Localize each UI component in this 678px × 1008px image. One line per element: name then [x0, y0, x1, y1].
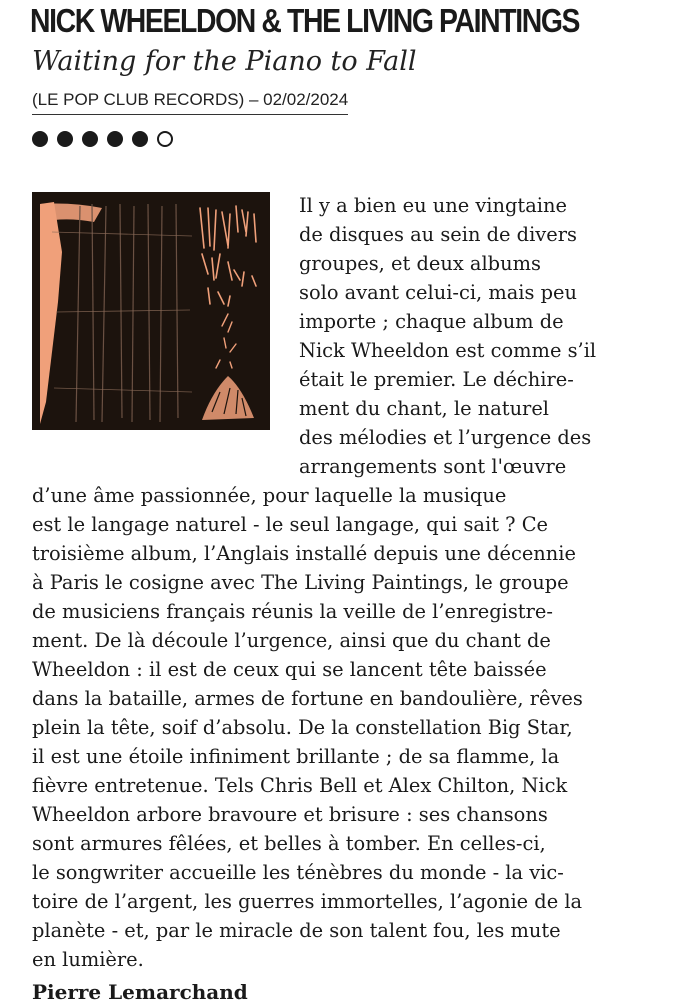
review-line: Wheeldon arbore bravoure et brisure : ses chansons — [32, 803, 548, 826]
rating-dot-empty — [157, 131, 173, 147]
review-line: est le langage naturel - le seul langage, qui sait ? Ce — [32, 513, 549, 536]
review-author: Pierre Lemarchand — [32, 980, 248, 1004]
rating-dot-filled — [107, 131, 123, 147]
review-line: en lumière. — [32, 948, 144, 971]
review-line: de disques au sein de divers — [299, 223, 577, 246]
album-cover-image — [32, 192, 270, 430]
review-line: Nick Wheeldon est comme s’il — [299, 339, 597, 362]
rating-dot-filled — [32, 131, 48, 147]
review-line: dans la bataille, armes de fortune en bandoulière, rêves — [32, 687, 583, 710]
review-line: il est une étoile infiniment brillante ; de sa flamme, la — [32, 745, 560, 768]
review-line: troisième album, l’Anglais installé depuis une décennie — [32, 542, 576, 565]
review-line: sont armures fêlées, et belles à tomber. En celles-ci, — [32, 832, 546, 855]
review-line: d’une âme passionnée, pour laquelle la musique — [32, 484, 507, 507]
rating-dot-filled — [132, 131, 148, 147]
rating-dot-filled — [82, 131, 98, 147]
review-line: Wheeldon : il est de ceux qui se lancent tête baissée — [32, 658, 547, 681]
review-line: de musiciens français réunis la veille de l’enregistre- — [32, 600, 553, 623]
review-line: importe ; chaque album de — [299, 310, 564, 333]
review-line: arrangements sont l'œuvre — [299, 455, 567, 478]
artist-name: NICK WHEELDON & THE LIVING PAINTINGS — [30, 2, 580, 39]
review-line: des mélodies et l’urgence des — [299, 426, 592, 449]
rating-dots — [32, 131, 173, 147]
album-cover-artwork — [32, 192, 270, 430]
review-line: plein la tête, soif d’absolu. De la constellation Big Star, — [32, 716, 573, 739]
review-line: toire de l’argent, les guerres immortelles, l’agonie de la — [32, 890, 583, 913]
review-line: solo avant celui-ci, mais peu — [299, 281, 577, 304]
label-and-release-date: (LE POP CLUB RECORDS) – 02/02/2024 — [32, 88, 348, 115]
review-line: groupes, et deux albums — [299, 252, 541, 275]
review-line: était le premier. Le déchire- — [299, 368, 574, 391]
review-line: planète - et, par le miracle de son talent fou, les mute — [32, 919, 561, 942]
review-line: à Paris le cosigne avec The Living Paintings, le groupe — [32, 571, 569, 594]
rating-dot-filled — [57, 131, 73, 147]
album-title: Waiting for the Piano to Fall — [32, 46, 417, 77]
review-line: ment. De là découle l’urgence, ainsi que du chant de — [32, 629, 551, 652]
review-line: ment du chant, le naturel — [299, 397, 550, 420]
review-line: Il y a bien eu une vingtaine — [299, 194, 567, 217]
review-line: fièvre entretenue. Tels Chris Bell et Alex Chilton, Nick — [32, 774, 568, 797]
review-line: le songwriter accueille les ténèbres du monde - la vic- — [32, 861, 564, 884]
